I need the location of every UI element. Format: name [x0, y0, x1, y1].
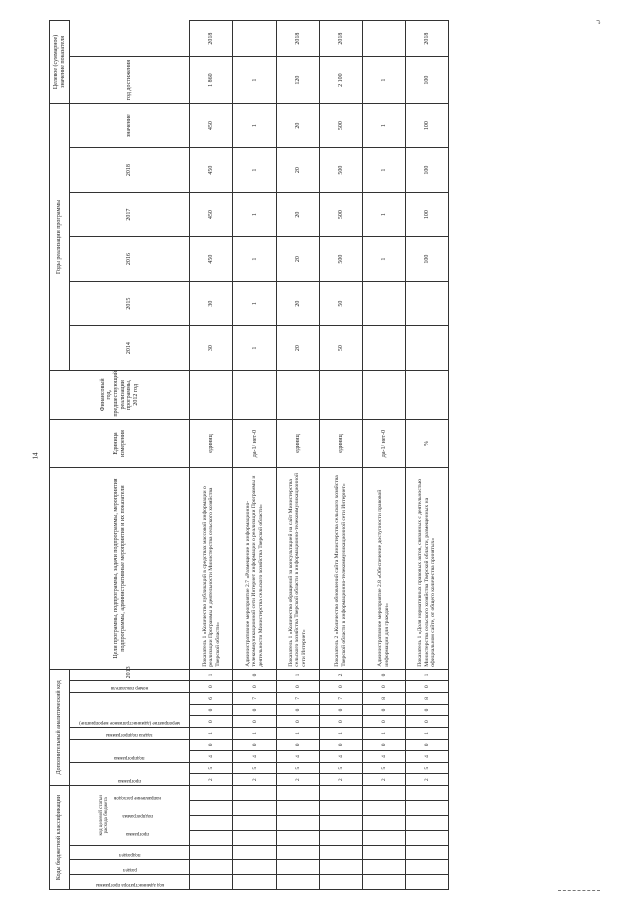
analytic-code-digit: 0 [319, 716, 362, 728]
analytic-code-digit: 7 [276, 692, 319, 704]
budget-code-cell [233, 801, 276, 816]
fin-year-cell [405, 370, 448, 419]
header-program: программа [125, 831, 149, 837]
header-year-2014: 2014 [70, 326, 190, 371]
target-value-cell: 1 [233, 57, 276, 104]
year-value-cell: 30 [190, 281, 233, 326]
budget-code-cell [276, 786, 319, 801]
analytic-code-digit: 0 [319, 681, 362, 693]
fin-year-cell [362, 370, 405, 419]
analytic-code-digit: 2 [319, 774, 362, 786]
budget-code-cell [319, 815, 362, 830]
table-row [233, 21, 276, 890]
budget-code-cell [276, 815, 319, 830]
year-value-cell: 100 [405, 192, 448, 237]
budget-code-cell [405, 860, 448, 875]
table-row [276, 21, 319, 890]
analytic-code-digit: 0 [233, 739, 276, 751]
analytic-code-digit: 1 [319, 727, 362, 739]
budget-code-cell [276, 830, 319, 845]
header-fin-year: Финансовый год, предшествующий реализации программы, 2012 год [50, 370, 190, 419]
rotated-table-container [49, 20, 449, 890]
header-analytic-code: Дополнительный аналитический код [50, 669, 70, 785]
year-value-cell: 1 [233, 192, 276, 237]
year-value-cell: 500 [319, 103, 362, 148]
table-frame [49, 20, 449, 890]
year-value-cell: 450 [190, 237, 233, 282]
header-year-2016: 2016 [70, 237, 190, 282]
analytic-code-digit: 4 [233, 751, 276, 763]
budget-code-cell [190, 875, 233, 890]
budget-code-cell [362, 830, 405, 845]
year-value-cell: 100 [405, 237, 448, 282]
header-target-article: код целевой статьи расхода бюджета [98, 795, 110, 836]
budget-code-cell [319, 801, 362, 816]
budget-code-cell [190, 830, 233, 845]
analytic-code-digit: 8 [362, 692, 405, 704]
analytic-code-digit: 1 [405, 727, 448, 739]
fin-year-cell [233, 370, 276, 419]
fin-year-cell [319, 370, 362, 419]
target-year-cell: 2018 [319, 21, 362, 57]
budget-code-cell [405, 845, 448, 860]
budget-code-cell [276, 845, 319, 860]
analytic-code-digit: 0 [276, 739, 319, 751]
budget-code-cell [190, 801, 233, 816]
budget-code-cell [405, 815, 448, 830]
analytic-code-digit: 0 [362, 704, 405, 716]
budget-code-cell [362, 815, 405, 830]
analytic-code-digit: 5 [362, 762, 405, 774]
budget-code-cell [362, 875, 405, 890]
year-value-cell: 1 [362, 148, 405, 193]
table-row [405, 21, 448, 890]
budget-code-cell [362, 845, 405, 860]
year-value-cell: 500 [319, 148, 362, 193]
analytic-code-digit: 4 [190, 751, 233, 763]
analytic-code-digit: 0 [190, 739, 233, 751]
budget-code-cell [276, 875, 319, 890]
year-value-cell: 100 [405, 148, 448, 193]
analytic-code-digit: 4 [276, 751, 319, 763]
header-year-2013: 2013 [70, 669, 190, 681]
analytic-code-digit: 0 [405, 704, 448, 716]
indicator-description: Административное мероприятие 2.7 «Размещение в информационно-телекоммуникационной сети Интернет информации о реализации Программы и деятельности Министерства сельского хозяйства Тверской области» [233, 468, 276, 669]
year-value-cell: 1 [362, 192, 405, 237]
target-year-cell: 2018 [190, 21, 233, 57]
header-admin-code: код администратора программы [95, 882, 164, 887]
target-value-cell: 1 [362, 57, 405, 104]
header-a-program: программа [118, 778, 142, 784]
analytic-code-digit: 1 [276, 669, 319, 681]
year-value-cell: 1 [233, 148, 276, 193]
analytic-code-digit: 5 [276, 762, 319, 774]
header-a-activity: мероприятие (административное мероприятие) [79, 719, 181, 725]
analytic-code-digit: 2 [405, 774, 448, 786]
target-value-cell: 1 860 [190, 57, 233, 104]
budget-code-cell [233, 815, 276, 830]
budget-code-cell [405, 786, 448, 801]
year-value-cell: 1 [233, 103, 276, 148]
year-value-cell: 50 [319, 326, 362, 371]
analytic-code-digit: 0 [319, 704, 362, 716]
table-row [190, 21, 233, 890]
target-value-cell: 120 [276, 57, 319, 104]
budget-code-cell [233, 845, 276, 860]
year-value-cell: 500 [319, 192, 362, 237]
budget-code-cell [276, 801, 319, 816]
analytic-code-digit: 0 [362, 669, 405, 681]
analytic-code-digit: 5 [233, 762, 276, 774]
year-value-cell: 20 [276, 103, 319, 148]
year-value-cell: 30 [190, 326, 233, 371]
indicator-description: Показатель 1 «Количество публикаций в средствах массовой информации о реализации Программы и деятельности Министерства сельского хозяйства Тверской области» [190, 468, 233, 669]
analytic-code-digit: 0 [233, 704, 276, 716]
year-value-cell: 1 [233, 326, 276, 371]
analytic-code-digit: 8 [405, 692, 448, 704]
analytic-code-digit: 0 [405, 716, 448, 728]
analytic-code-digit: 2 [276, 774, 319, 786]
analytic-code-digit: 0 [233, 669, 276, 681]
analytic-code-digit: 7 [319, 692, 362, 704]
analytic-code-digit: 0 [405, 681, 448, 693]
header-goals: Цели программы, подпрограммы, задачи подпрограммы, мероприятия подпрограммы, административные мероприятия и их показатели [50, 468, 190, 669]
analytic-code-digit: 4 [362, 751, 405, 763]
year-value-cell: 20 [276, 281, 319, 326]
analytic-code-digit: 0 [190, 716, 233, 728]
header-unit: Единица измерения [50, 419, 190, 468]
budget-code-cell [190, 786, 233, 801]
year-value-cell: 20 [276, 192, 319, 237]
table-body [190, 21, 449, 890]
year-value-cell: 20 [276, 326, 319, 371]
program-indicators-table [49, 20, 449, 890]
analytic-code-digit: 4 [405, 751, 448, 763]
budget-code-cell [405, 875, 448, 890]
year-value-cell: 450 [190, 148, 233, 193]
analytic-code-digit: 6 [190, 692, 233, 704]
header-value: значение [70, 103, 190, 148]
year-value-cell: 450 [190, 103, 233, 148]
year-value-cell: 1 [362, 103, 405, 148]
budget-code-cell [190, 815, 233, 830]
budget-code-cell [362, 801, 405, 816]
header-a-subprogram: подпрограмма [114, 754, 145, 760]
analytic-code-digit: 0 [276, 704, 319, 716]
table-row [362, 21, 405, 890]
budget-code-cell [362, 860, 405, 875]
analytic-code-digit: 4 [319, 751, 362, 763]
analytic-code-digit: 1 [362, 727, 405, 739]
year-value-cell [405, 326, 448, 371]
year-value-cell: 100 [405, 103, 448, 148]
header-a-number: номер показателя [111, 684, 149, 690]
year-value-cell [405, 281, 448, 326]
indicator-description: Показатель 1 «Количество обращений за консультацией на сайт Министерства сельского хозяйства Тверской области в информационно-телекоммуникационной сети Интернет» [276, 468, 319, 669]
target-year-cell: 2018 [405, 21, 448, 57]
analytic-code-digit: 1 [276, 727, 319, 739]
analytic-code-digit: 0 [362, 716, 405, 728]
analytic-code-digit: 1 [190, 669, 233, 681]
year-value-cell: 1 [233, 237, 276, 282]
analytic-code-digit: 1 [233, 727, 276, 739]
page-number: 14 [31, 452, 40, 460]
budget-code-cell [362, 786, 405, 801]
analytic-code-digit: 0 [362, 739, 405, 751]
analytic-code-digit: 5 [405, 762, 448, 774]
unit-cell: да-1/ нет-0 [233, 419, 276, 468]
header-subsection: подраздел [118, 852, 141, 858]
footer-line [558, 890, 600, 891]
analytic-code-digit: 5 [319, 762, 362, 774]
analytic-code-digit: 0 [362, 681, 405, 693]
header-direction: направление расходов [113, 794, 161, 800]
indicator-description: Показатель 1 «Доля нормативных правовых актов, связанных с деятельностью Министерства сельского хозяйства Тверской области, размещенных на официальном сайте, от общего количества принятых» [405, 468, 448, 669]
year-value-cell: 1 [362, 237, 405, 282]
analytic-code-digit: 0 [190, 704, 233, 716]
year-value-cell: 50 [319, 281, 362, 326]
analytic-code-digit: 0 [233, 681, 276, 693]
budget-code-cell [319, 860, 362, 875]
fin-year-cell [276, 370, 319, 419]
analytic-code-digit: 0 [190, 681, 233, 693]
analytic-code-digit: 2 [319, 669, 362, 681]
target-value-cell: 2 100 [319, 57, 362, 104]
target-value-cell: 100 [405, 57, 448, 104]
budget-code-cell [276, 860, 319, 875]
analytic-code-digit: 2 [190, 774, 233, 786]
year-value-cell [362, 281, 405, 326]
header-budget-codes: Коды бюджетной классификации [50, 786, 70, 890]
analytic-code-digit: 7 [233, 692, 276, 704]
unit-cell: % [405, 419, 448, 468]
analytic-code-digit: 0 [276, 716, 319, 728]
analytic-code-digit: 1 [405, 669, 448, 681]
budget-code-cell [233, 860, 276, 875]
table-row [319, 21, 362, 890]
indicator-description: Административное мероприятие 2.8 «Обеспечение доступности правовой информации для граждан» [362, 468, 405, 669]
year-value-cell [362, 326, 405, 371]
analytic-code-digit: 2 [362, 774, 405, 786]
header-section: раздел [122, 867, 137, 873]
target-year-cell: 2018 [276, 21, 319, 57]
budget-code-cell [319, 845, 362, 860]
analytic-code-digit: 5 [190, 762, 233, 774]
header-year-2017: 2017 [70, 192, 190, 237]
header-year-2018: 2018 [70, 148, 190, 193]
budget-code-cell [319, 786, 362, 801]
analytic-code-digit: 0 [276, 681, 319, 693]
year-value-cell: 450 [190, 192, 233, 237]
budget-code-cell [190, 845, 233, 860]
header-a-task: задача подпрограммы [106, 731, 153, 737]
analytic-code-digit: 2 [233, 774, 276, 786]
header-subprogram: подпрограмма [121, 813, 153, 819]
indicator-description: Показатель 2 «Количество обновлений сайта Министерства сельского хозяйства Тверской области в информационно-телекоммуникационной сети Интернет» [319, 468, 362, 669]
header-target-value: Целевое (суммарное) значение показателя [50, 21, 70, 104]
budget-code-cell [233, 786, 276, 801]
unit-cell: единиц [276, 419, 319, 468]
fin-year-cell [190, 370, 233, 419]
budget-code-cell [405, 801, 448, 816]
year-value-cell: 20 [276, 237, 319, 282]
year-value-cell: 500 [319, 237, 362, 282]
analytic-code-digit: 0 [233, 716, 276, 728]
year-value-cell: 1 [233, 281, 276, 326]
budget-code-cell [319, 830, 362, 845]
budget-code-cell [405, 830, 448, 845]
budget-code-cell [233, 830, 276, 845]
unit-cell: единиц [190, 419, 233, 468]
target-year-cell [233, 21, 276, 57]
corner-mark: ↵ [595, 19, 604, 25]
header-program-years: Годы реализации программы [50, 103, 70, 370]
analytic-code-digit: 1 [190, 727, 233, 739]
header-year-achieve: год достижения [70, 57, 190, 104]
unit-cell: да-1/ нет-0 [362, 419, 405, 468]
budget-code-cell [233, 875, 276, 890]
analytic-code-digit: 0 [405, 739, 448, 751]
budget-code-cell [190, 860, 233, 875]
budget-code-cell [319, 875, 362, 890]
target-year-cell [362, 21, 405, 57]
header-year-2015: 2015 [70, 281, 190, 326]
unit-cell: единиц [319, 419, 362, 468]
year-value-cell: 20 [276, 148, 319, 193]
analytic-code-digit: 0 [319, 739, 362, 751]
